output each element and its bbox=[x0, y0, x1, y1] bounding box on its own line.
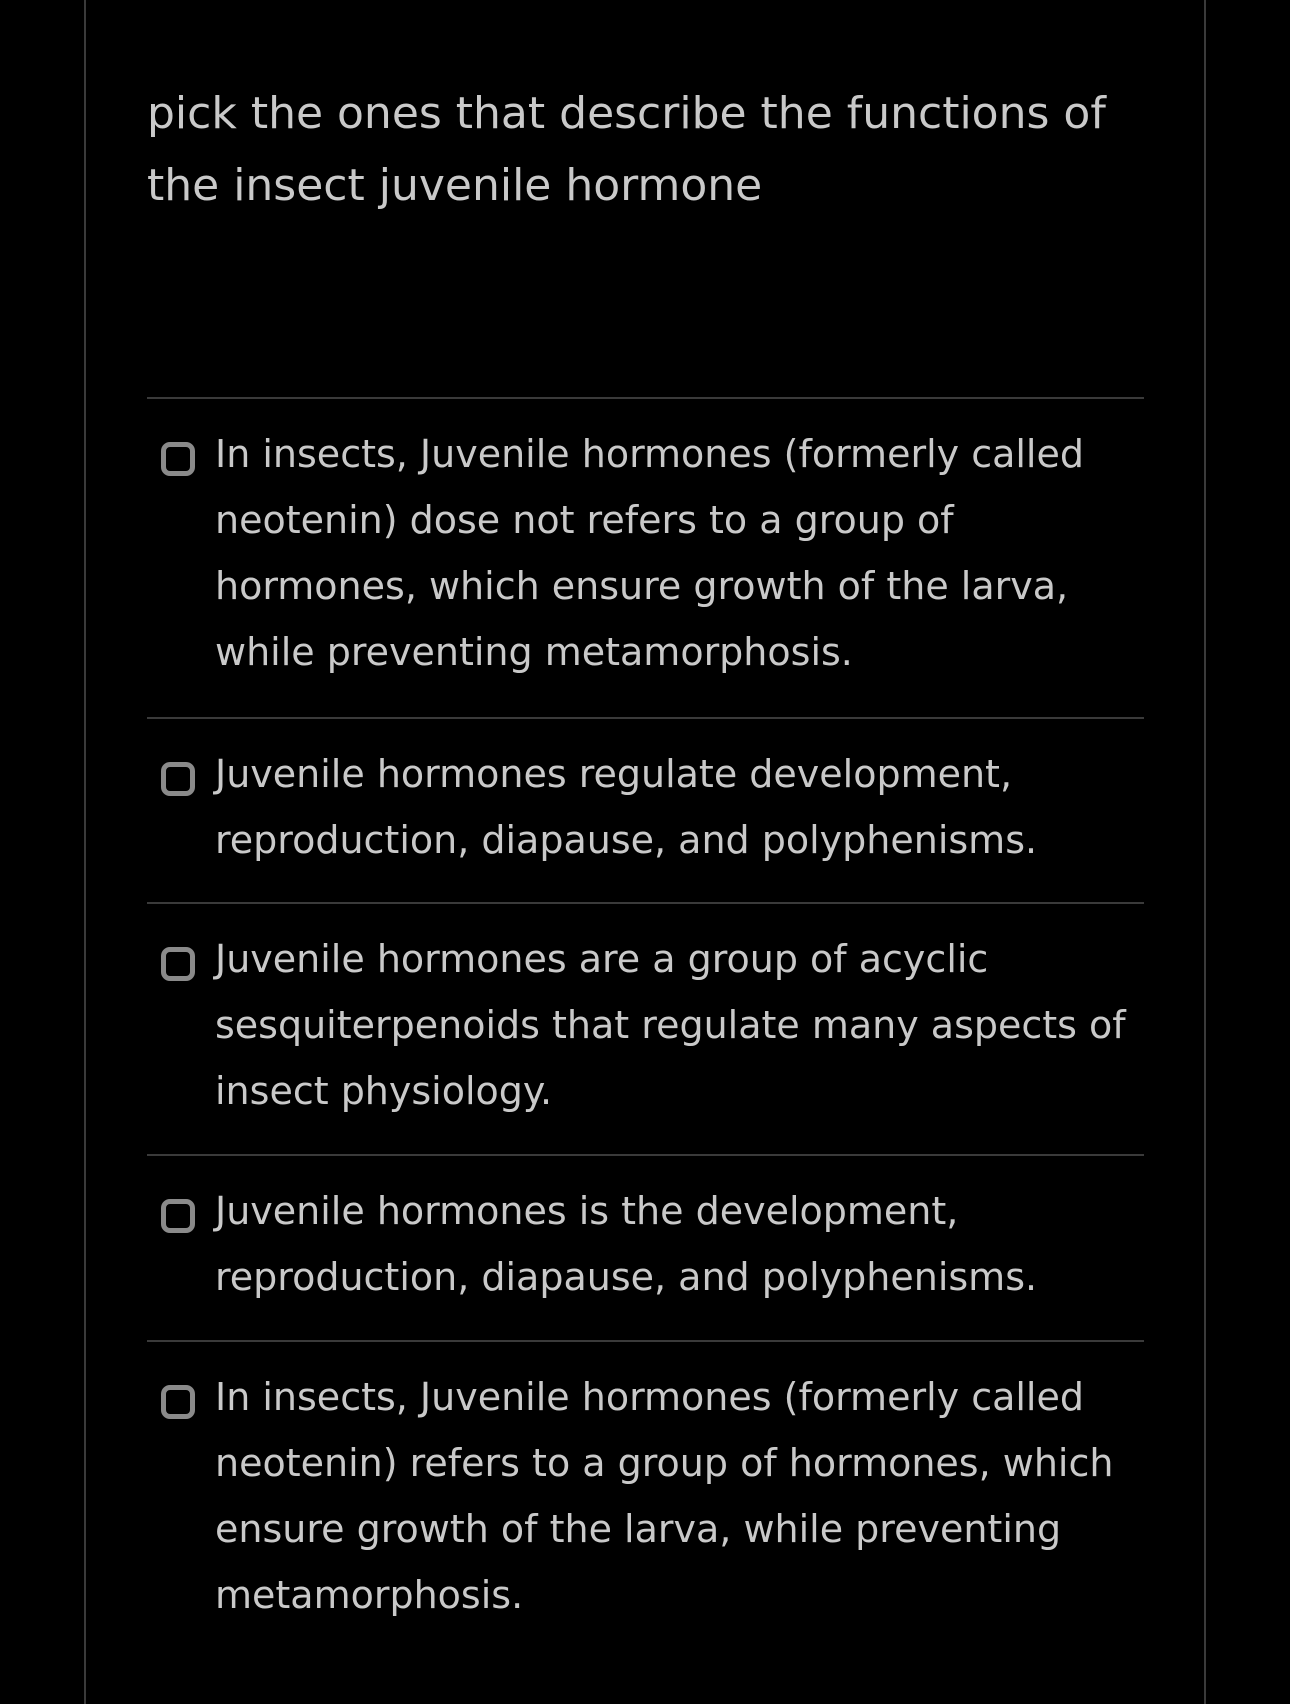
right-frame-border bbox=[1204, 0, 1206, 1704]
answer-options-list bbox=[147, 397, 1144, 1640]
answer-option-1[interactable] bbox=[147, 397, 1144, 717]
checkbox-icon[interactable] bbox=[161, 442, 195, 476]
question-text: pick the ones that describe the functions of the insect juvenile hormone bbox=[147, 88, 1106, 211]
answer-option-label: Juvenile hormones is the development, reproduction, diapause, and polyphenisms. bbox=[215, 1189, 1038, 1299]
answer-option-label: In insects, Juvenile hormones (formerly called neotenin) dose not refers to a group of hormones, which ensure growth of the larva, while preventing metamorphosis. bbox=[215, 432, 1084, 674]
checkbox-icon[interactable] bbox=[161, 1385, 195, 1419]
answer-option-label: In insects, Juvenile hormones (formerly called neotenin) refers to a group of hormones, which ensure growth of the larva, while preventing metamorphosis. bbox=[215, 1375, 1114, 1617]
checkbox-icon[interactable] bbox=[161, 762, 195, 796]
checkbox-icon[interactable] bbox=[161, 947, 195, 981]
answer-option-label: Juvenile hormones regulate development, reproduction, diapause, and polyphenisms. bbox=[215, 752, 1038, 862]
checkbox-icon[interactable] bbox=[161, 1199, 195, 1233]
answer-option-4[interactable] bbox=[147, 1154, 1144, 1340]
left-frame-border bbox=[84, 0, 86, 1704]
answer-option-label: Juvenile hormones are a group of acyclic sesquiterpenoids that regulate many aspects of insect physiology. bbox=[215, 937, 1126, 1113]
answer-option-5[interactable] bbox=[147, 1340, 1144, 1640]
answer-option-2[interactable] bbox=[147, 717, 1144, 902]
answer-option-3[interactable] bbox=[147, 902, 1144, 1154]
